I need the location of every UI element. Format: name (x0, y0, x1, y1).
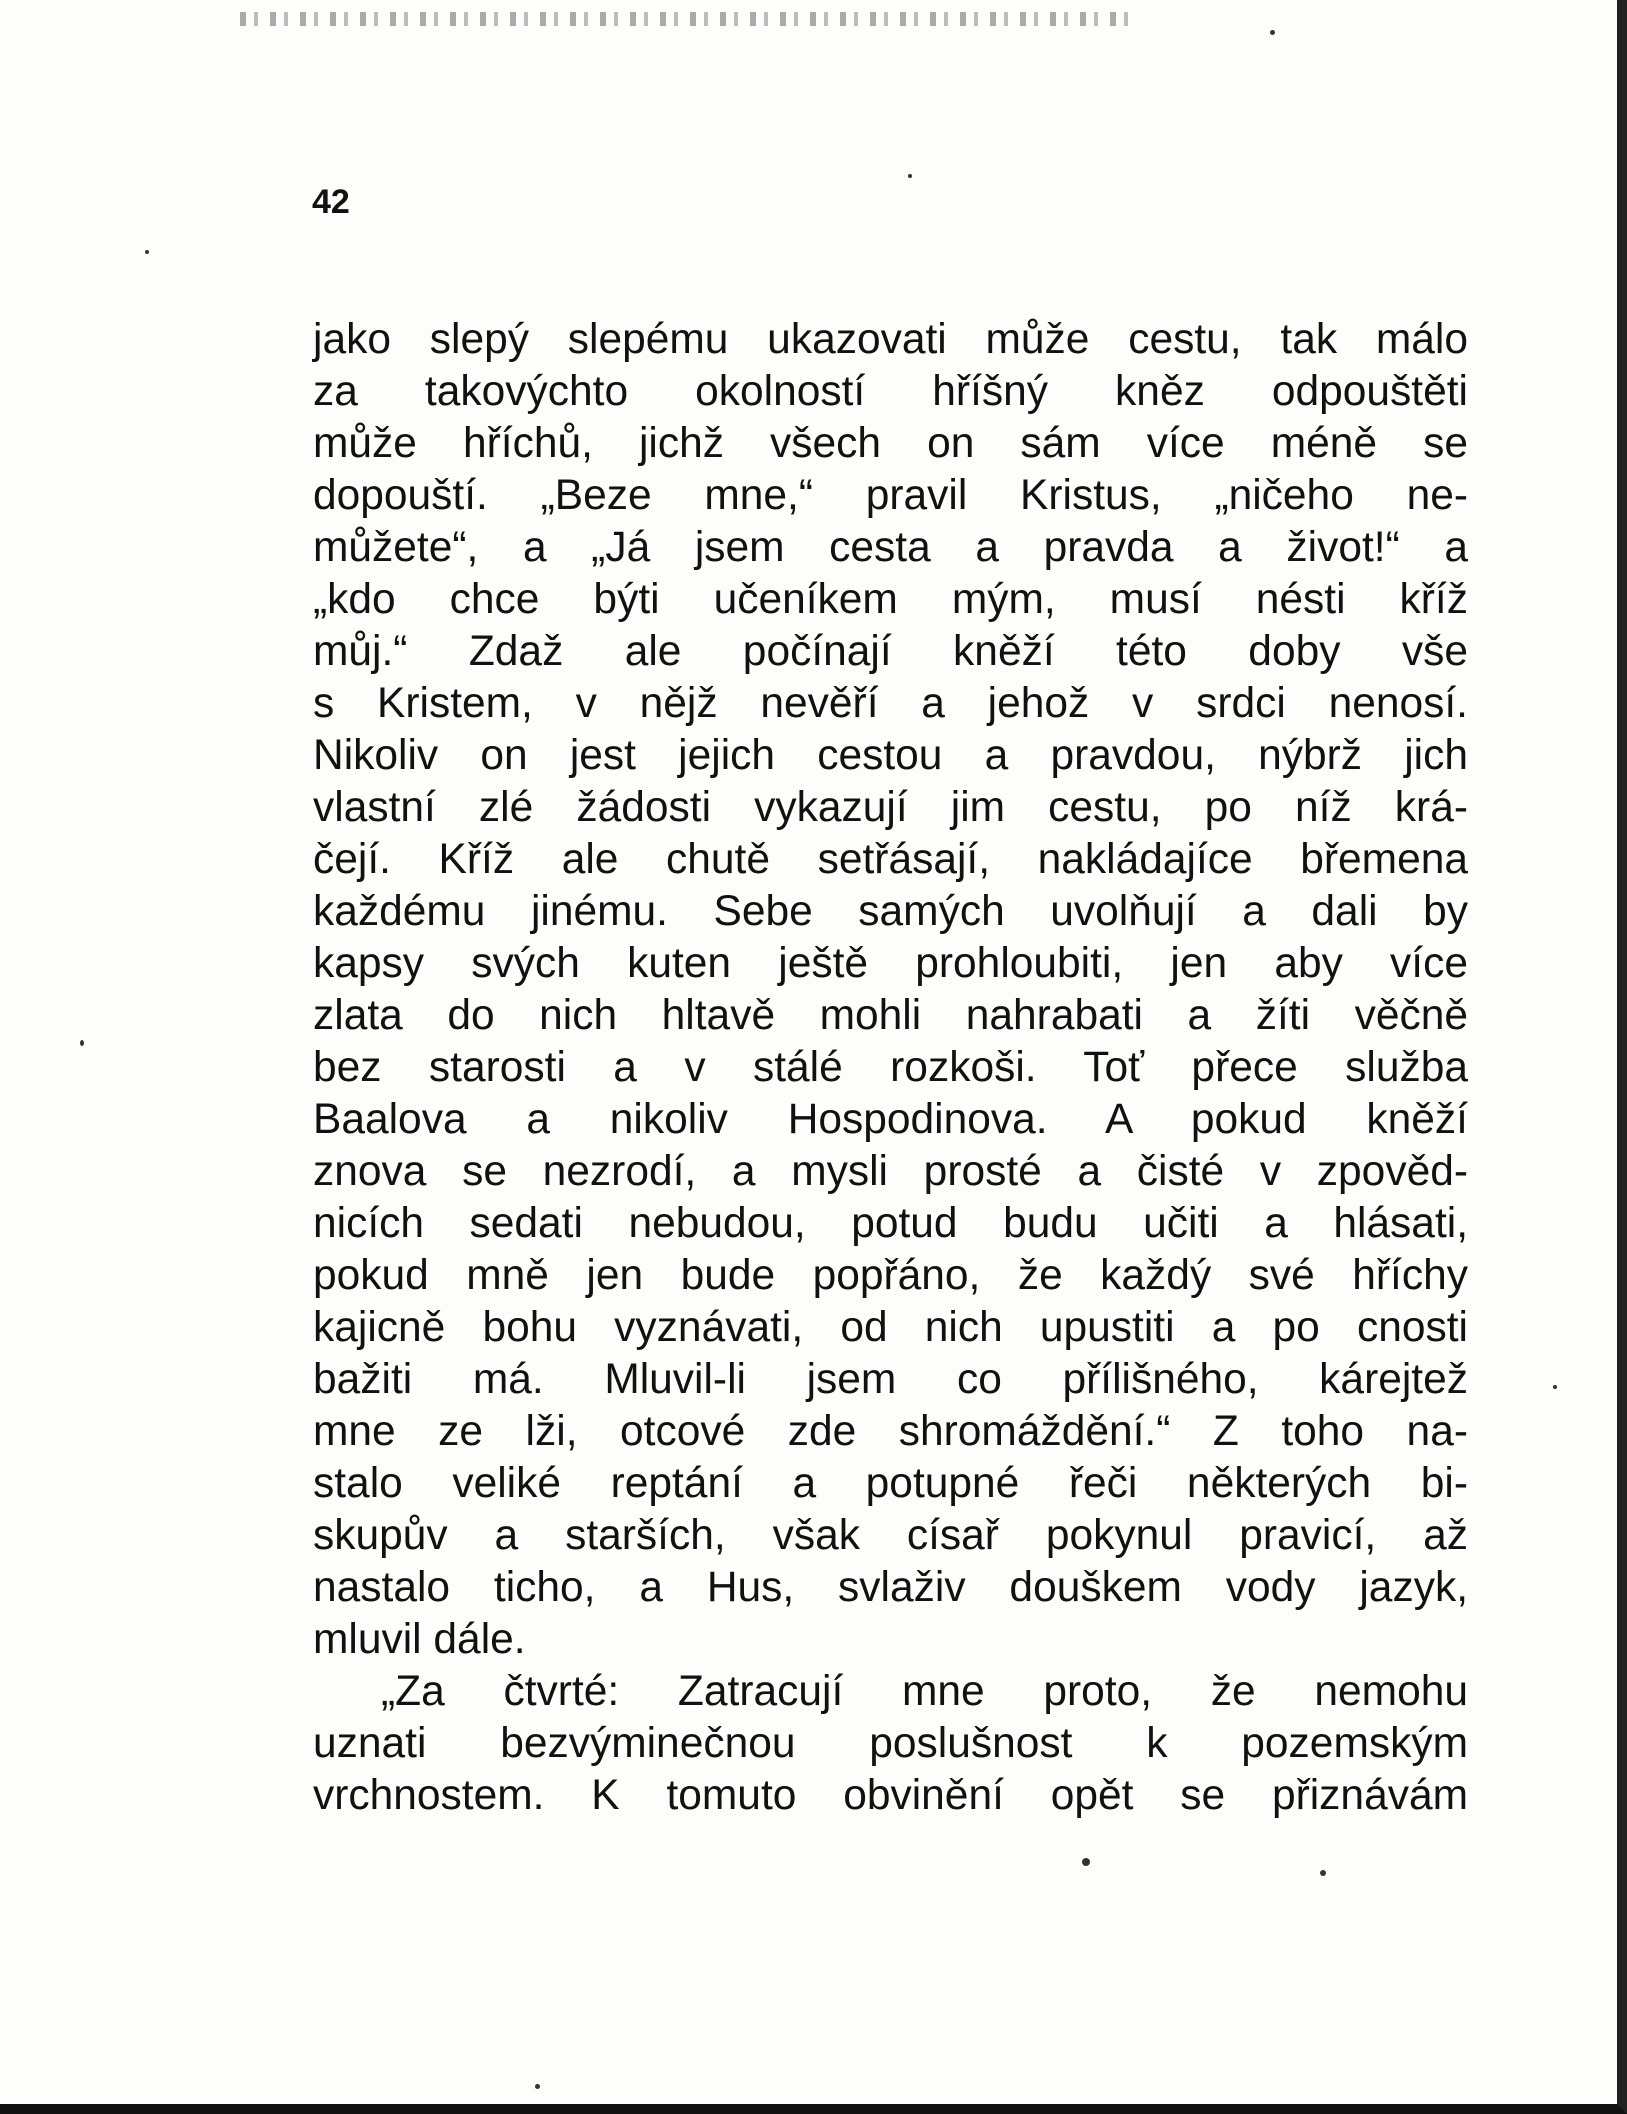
page-number: 42 (312, 183, 350, 221)
text-line: můžete“, a „Já jsem cesta a pravda a život!“ a (313, 524, 1468, 571)
speck (1082, 1858, 1090, 1866)
speck (908, 174, 912, 178)
text-line: Baalova a nikoliv Hospodinova. A pokud kněží (313, 1096, 1468, 1143)
text-line: čejí. Kříž ale chutě setřásají, nakládajíce břemena (313, 836, 1468, 883)
body-text (313, 314, 1468, 1822)
speck (1270, 30, 1275, 35)
text-line: skupův a starších, však císař pokynul pravicí, až (313, 1512, 1468, 1559)
speck (1553, 1385, 1557, 1389)
text-line: jako slepý slepému ukazovati může cestu, tak málo (313, 316, 1468, 363)
paragraph-end-line: mluvil dále. (313, 1616, 526, 1663)
text-line: mne ze lži, otcové zde shromáždění.“ Z toho na- (313, 1408, 1468, 1455)
text-line: kajicně bohu vyznávati, od nich upustiti a po cnosti (313, 1304, 1468, 1351)
speck (535, 2084, 540, 2089)
text-line: pokud mně jen bude popřáno, že každý své hříchy (313, 1252, 1468, 1299)
text-line: dopouští. „Beze mne,“ pravil Kristus, „ničeho ne- (313, 472, 1468, 519)
text-line: uznati bezvýminečnou poslušnost k pozemským (313, 1720, 1468, 1767)
text-line: Nikoliv on jest jejich cestou a pravdou, nýbrž jich (313, 732, 1468, 779)
text-line: vrchnostem. K tomuto obvinění opět se přiznávám (313, 1772, 1468, 1819)
page-top-edge (240, 12, 1140, 26)
text-line: můj.“ Zdaž ale počínají kněží této doby vše (313, 628, 1468, 675)
text-line: znova se nezrodí, a mysli prosté a čisté v zpověd- (313, 1148, 1468, 1195)
text-line: nastalo ticho, a Hus, svlaživ douškem vody jazyk, (313, 1564, 1468, 1611)
speck (1320, 1870, 1326, 1876)
text-line: může hříchů, jichž všech on sám více méně se (313, 420, 1468, 467)
text-line: vlastní zlé žádosti vykazují jim cestu, po níž krá- (313, 784, 1468, 831)
text-line: každému jinému. Sebe samých uvolňují a dali by (313, 888, 1468, 935)
text-line: bažiti má. Mluvil-li jsem co přílišného, kárejtež (313, 1356, 1468, 1403)
text-line: bez starosti a v stálé rozkoši. Toť přece služba (313, 1044, 1468, 1091)
speck (145, 250, 149, 254)
text-line: nicích sedati nebudou, potud budu učiti a hlásati, (313, 1200, 1468, 1247)
speck (80, 1040, 84, 1046)
text-line: „kdo chce býti učeníkem mým, musí nésti kříž (313, 576, 1468, 623)
text-line: stalo veliké reptání a potupné řeči některých bi- (313, 1460, 1468, 1507)
text-line: s Kristem, v nějž nevěří a jehož v srdci nenosí. (313, 680, 1468, 727)
paragraph-start-line: „Za čtvrté: Zatracují mne proto, že nemohu (381, 1668, 1468, 1715)
text-line: za takovýchto okolností hříšný kněz odpouštěti (313, 368, 1468, 415)
text-line: kapsy svých kuten ještě prohloubiti, jen aby více (313, 940, 1468, 987)
text-line: zlata do nich hltavě mohli nahrabati a žíti věčně (313, 992, 1468, 1039)
